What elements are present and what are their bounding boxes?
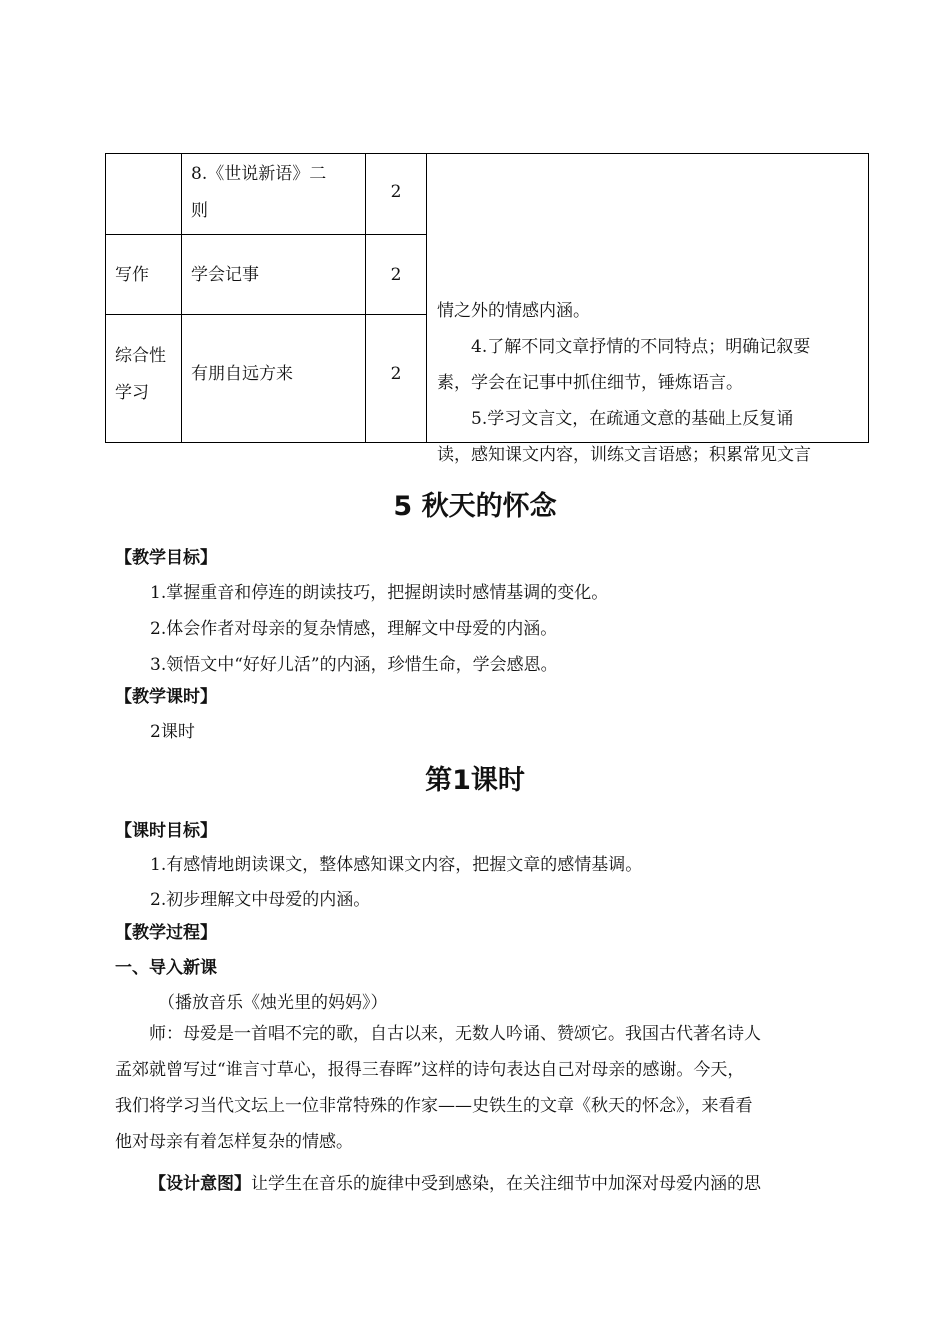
paragraph-line: 孟郊就曾写过“谁言寸草心，报得三春晖”这样的诗句表达自己对母亲的感谢。今天， xyxy=(115,1060,745,1080)
table-cell-name xyxy=(181,314,366,443)
table-cell-name xyxy=(181,234,366,315)
period-goal-item: 2.初步理解文中母爱的内涵。 xyxy=(150,890,371,910)
teaching-goal-item: 3.领悟文中“好好儿活”的内涵，珍惜生命，学会感恩。 xyxy=(150,655,558,675)
paragraph-line: 师：母爱是一首唱不完的歌，自古以来，无数人吟诵、赞颂它。我国古代著名诗人 xyxy=(149,1024,761,1044)
objectives-line: 素，学会在记事中抓住细节，锤炼语言。 xyxy=(437,373,743,393)
music-note: （播放音乐《烛光里的妈妈》） xyxy=(158,993,388,1013)
paragraph-line: 我们将学习当代文坛上一位非常特殊的作家——史铁生的文章《秋天的怀念》，来看看 xyxy=(115,1096,753,1116)
table-cell-hours xyxy=(365,234,427,315)
table-cell-category xyxy=(105,234,182,315)
objectives-line: 4.了解不同文章抒情的不同特点；明确记叙要 xyxy=(471,337,811,357)
period-goal-item: 1.有感情地朗读课文，整体感知课文内容，把握文章的感情基调。 xyxy=(150,855,643,875)
paragraph-line: 他对母亲有着怎样复杂的情感。 xyxy=(115,1132,353,1152)
step1-heading: 一、导入新课 xyxy=(115,958,217,978)
table-cell-text: 2 xyxy=(390,182,402,202)
teaching-goal-item: 2.体会作者对母亲的复杂情感，理解文中母爱的内涵。 xyxy=(150,619,558,639)
period-title: 第1课时 xyxy=(425,765,525,796)
table-cell-text: 有朋自远方来 xyxy=(191,364,293,384)
period-goals-heading: 【课时目标】 xyxy=(115,821,217,841)
table-cell-text: 8.《世说新语》二 xyxy=(191,164,327,184)
table-cell-text: 则 xyxy=(191,201,208,221)
design-intent xyxy=(149,1169,761,1194)
table-cell-text: 学会记事 xyxy=(191,265,259,285)
table-cell-category xyxy=(105,314,182,443)
table-cell-text: 写作 xyxy=(115,265,149,285)
table-cell-text: 2 xyxy=(390,265,402,285)
teaching-goal-item: 1.掌握重音和停连的朗读技巧，把握朗读时感情基调的变化。 xyxy=(150,583,609,603)
class-hours-value: 2课时 xyxy=(150,722,195,742)
table-cell-text: 学习 xyxy=(115,383,149,403)
objectives-text xyxy=(437,293,862,473)
class-hours-heading: 【教学课时】 xyxy=(115,687,217,707)
teacher-paragraph xyxy=(115,1016,845,1160)
design-intent-label: 【设计意图】 xyxy=(149,1174,251,1194)
objectives-line: 情之外的情感内涵。 xyxy=(437,301,590,321)
objectives-line: 读，感知课文内容，训练文言语感；积累常见文言 xyxy=(437,445,811,465)
table-cell-name xyxy=(181,153,366,235)
table-cell-text: 2 xyxy=(390,364,402,384)
lesson-title: 5 秋天的怀念 xyxy=(393,491,557,522)
design-intent-text: 让学生在音乐的旋律中受到感染，在关注细节中加深对母爱内涵的思 xyxy=(251,1174,761,1194)
table-cell-hours xyxy=(365,153,427,235)
process-heading: 【教学过程】 xyxy=(115,923,217,943)
objectives-line: 5.学习文言文，在疏通文意的基础上反复诵 xyxy=(471,409,794,429)
teaching-goals-heading: 【教学目标】 xyxy=(115,548,217,568)
table-cell-hours xyxy=(365,314,427,443)
table-cell-category xyxy=(105,153,182,235)
table-cell-text: 综合性 xyxy=(115,346,166,366)
